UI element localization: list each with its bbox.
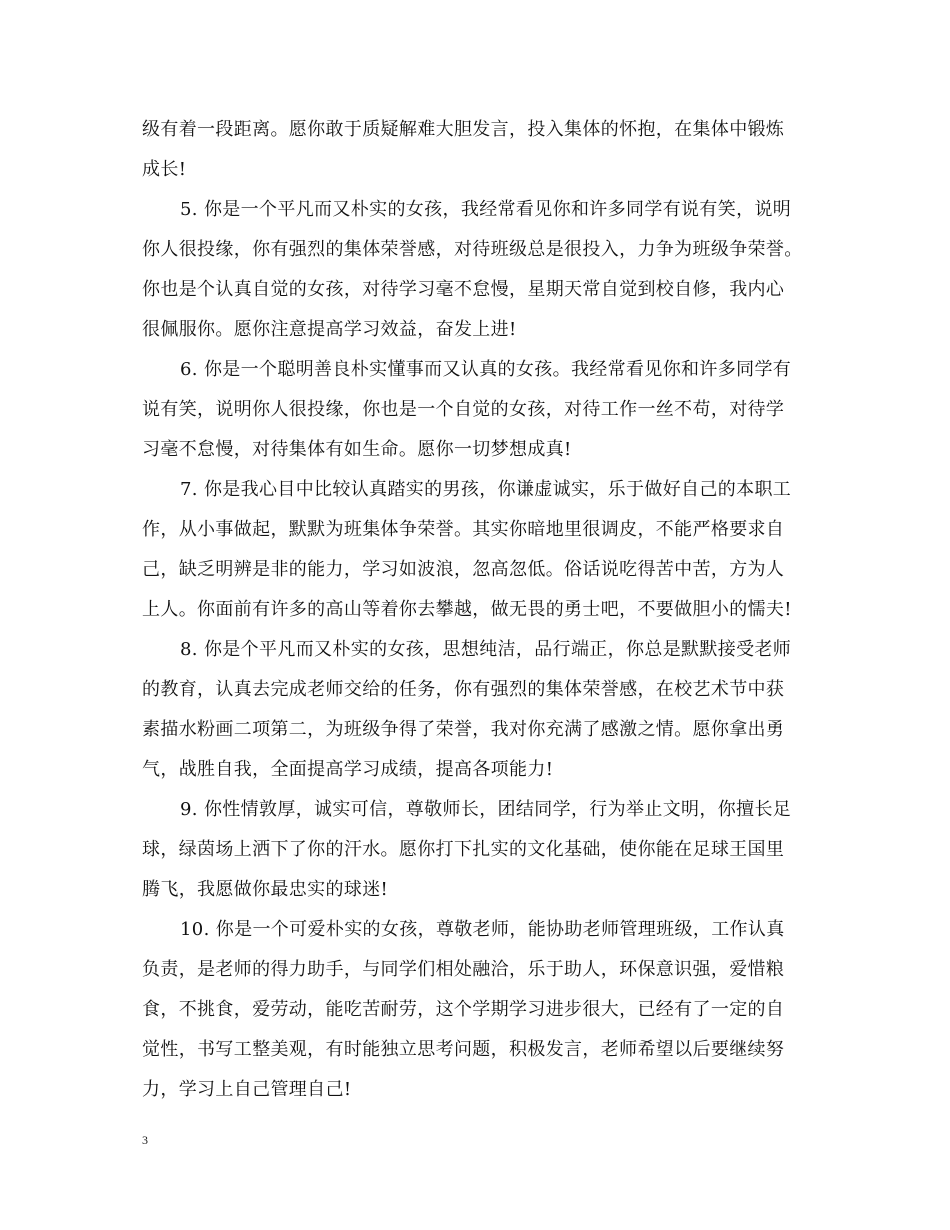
text-line: 力，学习上自己管理自己! [142,1079,352,1100]
text-line: 8. 你是个平凡而又朴实的女孩，思想纯洁，品行端正，你总是默默接受老师 [180,639,792,660]
body-text [142,110,820,1110]
text-line: 腾飞，我愿做你最忠实的球迷! [142,879,389,900]
text-line: 6. 你是一个聪明善良朴实懂事而又认真的女孩。我经常看见你和许多同学有 [180,359,792,380]
text-line: 食，不挑食，爱劳动，能吃苦耐劳，这个学期学习进步很大，已经有了一定的自 [142,999,785,1020]
text-line: 球，绿茵场上洒下了你的汗水。愿你打下扎实的文化基础，使你能在足球王国里 [142,839,785,860]
text-line: 5. 你是一个平凡而又朴实的女孩，我经常看见你和许多同学有说有笑，说明 [180,199,792,220]
text-line: 成长! [142,159,187,180]
text-line: 负责，是老师的得力助手，与同学们相处融洽，乐于助人，环保意识强，爱惜粮 [142,959,785,980]
text-line: 的教育，认真去完成老师交给的任务，你有强烈的集体荣誉感，在校艺术节中获 [142,679,785,700]
text-line: 9. 你性情敦厚，诚实可信，尊敬师长，团结同学，行为举止文明，你擅长足 [180,799,792,820]
text-line: 很佩服你。愿你注意提高学习效益，奋发上进! [142,319,517,340]
text-line: 作，从小事做起，默默为班集体争荣誉。其实你暗地里很调皮，不能严格要求自 [142,519,785,540]
text-line: 己，缺乏明辨是非的能力，学习如波浪，忽高忽低。俗话说吃得苦中苦，方为人 [142,559,785,580]
text-line: 你人很投缘，你有强烈的集体荣誉感，对待班级总是很投入，力争为班级争荣誉。 [142,239,803,260]
text-line: 上人。你面前有许多的高山等着你去攀越，做无畏的勇士吧，不要做胆小的懦夫! [142,599,792,620]
text-line: 说有笑，说明你人很投缘，你也是一个自觉的女孩，对待工作一丝不苟，对待学 [142,399,785,420]
text-line: 你也是个认真自觉的女孩，对待学习毫不怠慢，星期天常自觉到校自修，我内心 [142,279,785,300]
text-line: 觉性，书写工整美观，有时能独立思考问题，积极发言，老师希望以后要继续努 [142,1039,785,1060]
page-number: 3 [142,1133,148,1147]
text-line: 习毫不怠慢，对待集体有如生命。愿你一切梦想成真! [142,439,572,460]
text-line: 10. 你是一个可爱朴实的女孩，尊敬老师，能协助老师管理班级，工作认真 [180,919,785,940]
text-line: 7. 你是我心目中比较认真踏实的男孩，你谦虚诚实，乐于做好自己的本职工 [180,479,792,500]
text-line: 级有着一段距离。愿你敢于质疑解难大胆发言，投入集体的怀抱，在集体中锻炼 [142,119,785,140]
text-line: 素描水粉画二项第二，为班级争得了荣誉，我对你充满了感激之情。愿你拿出勇 [142,719,785,740]
text-line: 气，战胜自我，全面提高学习成绩，提高各项能力! [142,759,554,780]
